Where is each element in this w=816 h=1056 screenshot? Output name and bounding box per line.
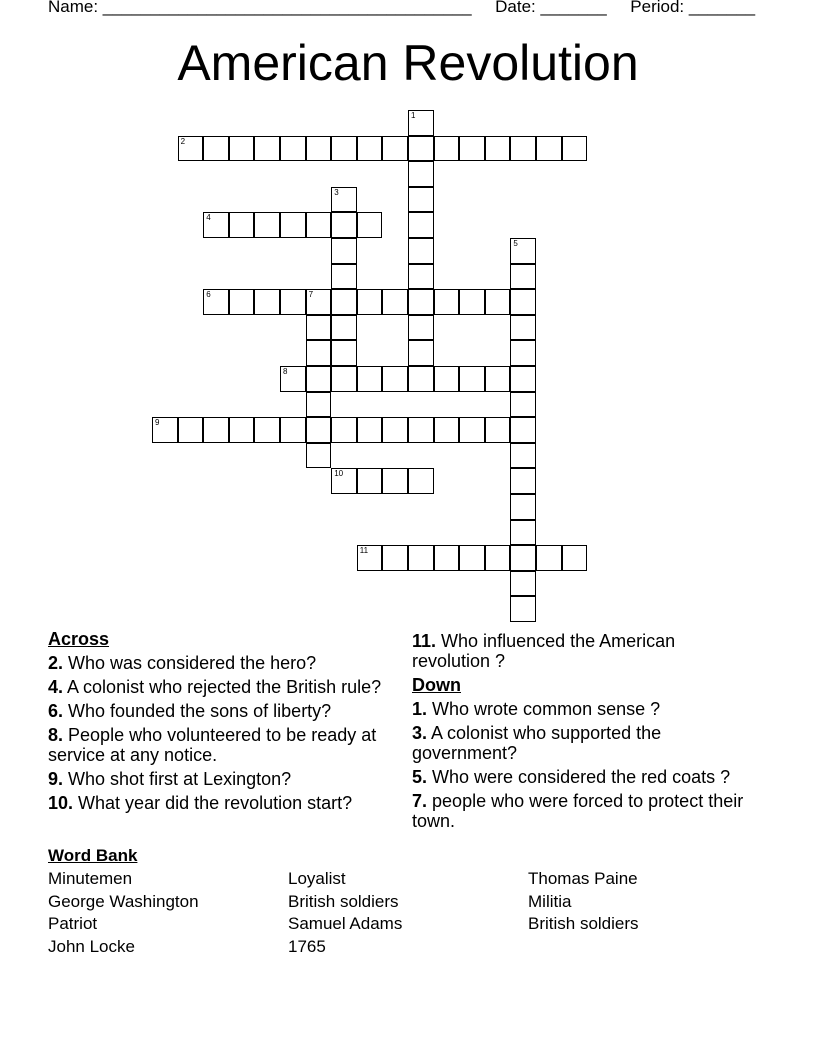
crossword-cell[interactable] bbox=[382, 289, 408, 315]
crossword-cell[interactable] bbox=[203, 136, 229, 162]
across-heading: Across bbox=[48, 629, 110, 649]
crossword-cell[interactable] bbox=[510, 468, 536, 494]
crossword-cell[interactable] bbox=[408, 238, 434, 264]
crossword-cell[interactable] bbox=[408, 468, 434, 494]
crossword-cell[interactable] bbox=[331, 315, 357, 341]
crossword-cell[interactable] bbox=[306, 315, 332, 341]
crossword-cell[interactable] bbox=[306, 289, 332, 315]
clue-across-10 bbox=[48, 793, 393, 813]
crossword-cell[interactable] bbox=[331, 238, 357, 264]
word-bank-item: Militia bbox=[528, 892, 572, 911]
crossword-cell[interactable] bbox=[331, 468, 357, 494]
clue-number: 7. bbox=[412, 791, 428, 811]
crossword-cell[interactable] bbox=[254, 417, 280, 443]
clue-text: Who influenced the American revolution ? bbox=[412, 631, 676, 671]
cell-number: 1 bbox=[411, 111, 416, 120]
word-bank-title: Word Bank bbox=[48, 846, 138, 865]
word-bank-item: Patriot bbox=[48, 914, 98, 933]
crossword-cell[interactable] bbox=[485, 417, 511, 443]
clue-number: 5. bbox=[412, 767, 428, 787]
cell-number: 8 bbox=[283, 367, 288, 376]
crossword-cell[interactable] bbox=[510, 443, 536, 469]
crossword-cell[interactable] bbox=[280, 366, 306, 392]
crossword-cell[interactable] bbox=[178, 136, 204, 162]
crossword-cell[interactable] bbox=[306, 340, 332, 366]
clue-across-6 bbox=[48, 701, 393, 721]
crossword-cell[interactable] bbox=[229, 212, 255, 238]
crossword-cell[interactable] bbox=[510, 264, 536, 290]
clue-number: 8. bbox=[48, 725, 64, 745]
crossword-cell[interactable] bbox=[408, 161, 434, 187]
crossword-cell[interactable] bbox=[357, 366, 383, 392]
crossword-cell[interactable] bbox=[510, 417, 536, 443]
crossword-cell[interactable] bbox=[382, 417, 408, 443]
cell-number: 2 bbox=[180, 136, 186, 146]
crossword-cell[interactable] bbox=[485, 289, 511, 315]
clue-text: A colonist who supported the government? bbox=[412, 723, 662, 763]
clue-text: Who wrote common sense ? bbox=[432, 699, 661, 719]
crossword-cell[interactable] bbox=[306, 443, 332, 469]
crossword-cell[interactable] bbox=[280, 417, 306, 443]
crossword-cell[interactable] bbox=[536, 545, 562, 571]
word-bank-item: Loyalist bbox=[288, 869, 346, 888]
crossword-cell[interactable] bbox=[357, 136, 383, 162]
crossword-cell[interactable] bbox=[562, 136, 588, 162]
crossword-cell[interactable] bbox=[408, 366, 434, 392]
crossword-cell[interactable] bbox=[203, 212, 229, 238]
crossword-cell[interactable] bbox=[510, 596, 536, 622]
crossword-cell[interactable] bbox=[331, 136, 357, 162]
crossword-cell[interactable] bbox=[331, 366, 357, 392]
crossword-cell[interactable] bbox=[536, 136, 562, 162]
crossword-cell[interactable] bbox=[485, 136, 511, 162]
crossword-cell[interactable] bbox=[485, 545, 511, 571]
word-bank-item: John Locke bbox=[48, 937, 135, 956]
crossword-cell[interactable] bbox=[357, 417, 383, 443]
crossword-cell[interactable] bbox=[408, 110, 434, 136]
cell-number: 7 bbox=[308, 290, 314, 300]
crossword-cell[interactable] bbox=[408, 545, 434, 571]
clues-column-right bbox=[412, 631, 752, 835]
crossword-cell[interactable] bbox=[485, 366, 511, 392]
crossword-cell[interactable] bbox=[280, 212, 306, 238]
crossword-cell[interactable] bbox=[510, 340, 536, 366]
crossword-cell[interactable] bbox=[510, 392, 536, 418]
clue-text: Who shot first at Lexington? bbox=[68, 769, 292, 789]
clue-number: 10. bbox=[48, 793, 74, 813]
crossword-cell[interactable] bbox=[331, 187, 357, 213]
crossword-cell[interactable] bbox=[459, 289, 485, 315]
clue-text: Who was considered the hero? bbox=[68, 653, 317, 673]
crossword-cell[interactable] bbox=[510, 545, 536, 571]
clue-text: What year did the revolution start? bbox=[78, 793, 353, 813]
crossword-cell[interactable] bbox=[408, 315, 434, 341]
crossword-cell[interactable] bbox=[459, 417, 485, 443]
clue-number: 1. bbox=[412, 699, 428, 719]
cell-number: 10 bbox=[334, 469, 344, 479]
clue-across-4 bbox=[48, 677, 393, 697]
word-bank-item: British soldiers bbox=[528, 914, 639, 933]
cell-number: 4 bbox=[206, 213, 211, 223]
clue-number: 2. bbox=[48, 653, 64, 673]
crossword-cell[interactable] bbox=[203, 289, 229, 315]
crossword-cell[interactable] bbox=[306, 417, 332, 443]
crossword-cell[interactable] bbox=[434, 136, 460, 162]
clue-text: People who volunteered to be ready at service at any notice. bbox=[48, 725, 377, 765]
word-bank-item: Thomas Paine bbox=[528, 869, 638, 888]
crossword-cell[interactable] bbox=[408, 340, 434, 366]
crossword-cell[interactable] bbox=[331, 212, 357, 238]
crossword-cell[interactable] bbox=[229, 289, 255, 315]
cell-number: 9 bbox=[155, 418, 160, 428]
clue-text: A colonist who rejected the British rule? bbox=[67, 677, 382, 697]
crossword-cell[interactable] bbox=[459, 366, 485, 392]
crossword-cell[interactable] bbox=[254, 289, 280, 315]
crossword-cell[interactable] bbox=[331, 264, 357, 290]
clue-down-7 bbox=[412, 791, 752, 831]
crossword-cell[interactable] bbox=[306, 136, 332, 162]
cell-number: 11 bbox=[359, 546, 369, 556]
crossword-cell[interactable] bbox=[178, 417, 204, 443]
word-bank-item: Minutemen bbox=[48, 869, 133, 888]
crossword-cell[interactable] bbox=[254, 212, 280, 238]
clue-number: 6. bbox=[48, 701, 64, 721]
cell-number: 5 bbox=[513, 239, 518, 248]
clue-text: Who were considered the red coats ? bbox=[432, 767, 731, 787]
crossword-cell[interactable] bbox=[331, 340, 357, 366]
crossword-cell[interactable] bbox=[280, 289, 306, 315]
crossword-cell[interactable] bbox=[331, 289, 357, 315]
crossword-cell[interactable] bbox=[357, 212, 383, 238]
clue-number: 4. bbox=[48, 677, 64, 697]
clue-down-1 bbox=[412, 699, 752, 719]
clue-across-9 bbox=[48, 769, 393, 789]
crossword-cell[interactable] bbox=[434, 289, 460, 315]
page-title: American Revolution bbox=[177, 35, 639, 91]
cell-number: 3 bbox=[334, 187, 339, 197]
clue-across-2 bbox=[48, 653, 393, 673]
crossword-cell[interactable] bbox=[306, 366, 332, 392]
crossword-cell[interactable] bbox=[408, 212, 434, 238]
clue-down-5 bbox=[412, 767, 752, 787]
clue-text: people who were forced to protect their town. bbox=[412, 791, 744, 831]
across-clues bbox=[48, 629, 393, 817]
clue-number: 11. bbox=[412, 631, 437, 651]
crossword-cell[interactable] bbox=[510, 520, 536, 546]
crossword-cell[interactable] bbox=[510, 366, 536, 392]
crossword-cell[interactable] bbox=[357, 545, 383, 571]
down-heading: Down bbox=[412, 675, 461, 695]
crossword-cell[interactable] bbox=[357, 468, 383, 494]
crossword-cell[interactable] bbox=[280, 136, 306, 162]
crossword-cell[interactable] bbox=[562, 545, 588, 571]
crossword-cell[interactable] bbox=[459, 545, 485, 571]
crossword-cell[interactable] bbox=[510, 315, 536, 341]
crossword-cell[interactable] bbox=[408, 417, 434, 443]
crossword-cell[interactable] bbox=[254, 136, 280, 162]
crossword-cell[interactable] bbox=[306, 392, 332, 418]
clue-number: 9. bbox=[48, 769, 64, 789]
clue-number: 3. bbox=[412, 723, 428, 743]
crossword-cell[interactable] bbox=[152, 417, 178, 443]
crossword-cell[interactable] bbox=[229, 136, 255, 162]
crossword-cell[interactable] bbox=[229, 417, 255, 443]
clue-down-3 bbox=[412, 723, 752, 763]
crossword-cell[interactable] bbox=[382, 545, 408, 571]
crossword-cell[interactable] bbox=[382, 366, 408, 392]
crossword-cell[interactable] bbox=[459, 136, 485, 162]
crossword-cell[interactable] bbox=[331, 417, 357, 443]
crossword-cell[interactable] bbox=[357, 289, 383, 315]
word-bank-item: Samuel Adams bbox=[288, 914, 403, 933]
cell-number: 6 bbox=[206, 290, 211, 300]
crossword-cell[interactable] bbox=[510, 571, 536, 597]
crossword-cell[interactable] bbox=[408, 187, 434, 213]
crossword-cell[interactable] bbox=[510, 289, 536, 315]
crossword-cell[interactable] bbox=[434, 417, 460, 443]
crossword-cell[interactable] bbox=[306, 212, 332, 238]
crossword-cell[interactable] bbox=[408, 136, 434, 162]
crossword-cell[interactable] bbox=[434, 366, 460, 392]
student-info-line: Name: _______________________________________ Date: _______ Period: _______ bbox=[48, 0, 756, 16]
crossword-cell[interactable] bbox=[203, 417, 229, 443]
crossword-cell[interactable] bbox=[510, 136, 536, 162]
clue-text: Who founded the sons of liberty? bbox=[68, 701, 332, 721]
clue-across-8 bbox=[48, 725, 393, 765]
crossword-cell[interactable] bbox=[382, 468, 408, 494]
crossword-cell[interactable] bbox=[408, 289, 434, 315]
word-bank-item: George Washington bbox=[48, 892, 199, 911]
word-bank-item: British soldiers bbox=[288, 892, 399, 911]
crossword-cell[interactable] bbox=[434, 545, 460, 571]
word-bank-item: 1765 bbox=[288, 937, 326, 956]
crossword-cell[interactable] bbox=[382, 136, 408, 162]
crossword-cell[interactable] bbox=[510, 494, 536, 520]
crossword-cell[interactable] bbox=[408, 264, 434, 290]
crossword-cell[interactable] bbox=[510, 238, 536, 264]
clue-across-11 bbox=[412, 631, 752, 671]
